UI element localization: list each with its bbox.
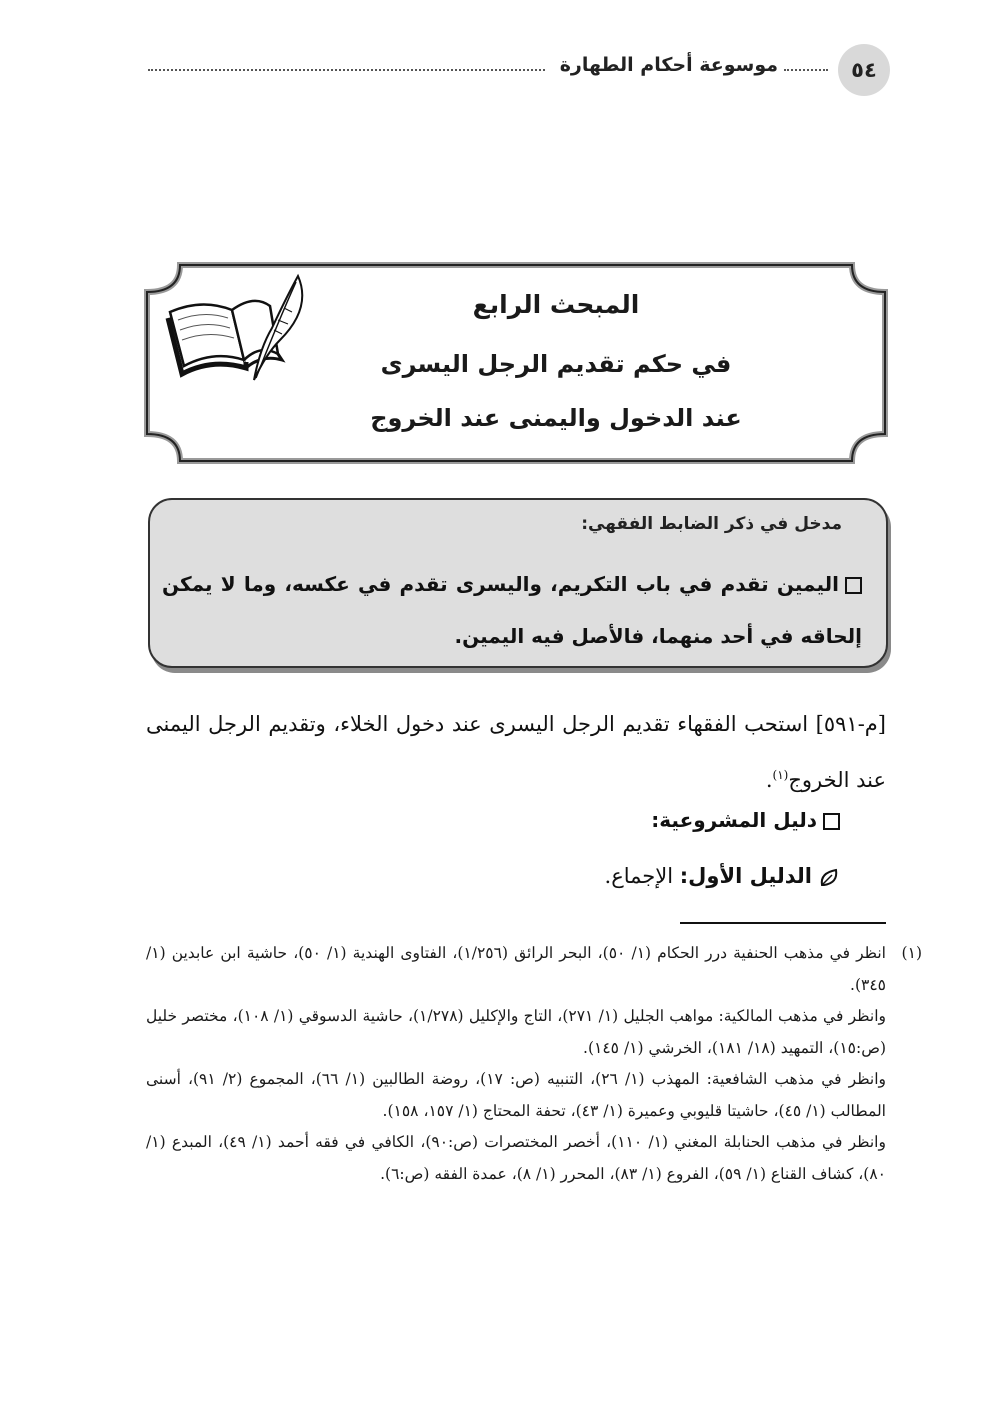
checkbox-square-icon bbox=[823, 813, 840, 830]
footnote-maliki: وانظر في مذهب المالكية: مواهب الجليل (١/ ٢٧١)، التاج والإكليل (١/٢٧٨)، حاشية الدسوقي (١/ ١٠٨)، مختصر خليل (ص:١٥)، التمهيد (١٨/ ١٨١)، الخرشي (١/ ١٤٥). bbox=[146, 1007, 886, 1057]
page-number: ٥٤ bbox=[838, 44, 890, 96]
page-header bbox=[140, 44, 890, 96]
footnote-hanafi: انظر في مذهب الحنفية درر الحكام (١/ ٥٠)، البحر الرائق (١/٢٥٦)، الفتاوى الهندية (١/ ٥٠)، حاشية ابن عابدين (١/ ٣٤٥). bbox=[146, 944, 886, 994]
chapter-title-box bbox=[144, 262, 888, 464]
paragraph-text: [م-٥٩١] استحب الفقهاء تقديم الرجل اليسرى عند دخول الخلاء، وتقديم الرجل اليمنى عند الخروج bbox=[146, 712, 886, 792]
header-dots-right bbox=[784, 69, 828, 71]
leaf-bullet-icon bbox=[818, 867, 840, 889]
footnotes bbox=[146, 938, 922, 1190]
book-title: موسوعة أحكام الطهارة bbox=[559, 54, 778, 76]
chapter-title-line-1: المبحث الرابع bbox=[472, 290, 640, 319]
rule-text-block bbox=[162, 558, 862, 662]
rule-heading: مدخل في ذكر الضابط الفقهي: bbox=[581, 514, 842, 534]
body-paragraph bbox=[146, 696, 886, 808]
first-evidence-text: الإجماع. bbox=[604, 864, 674, 888]
evidence-heading-block bbox=[651, 808, 840, 832]
chapter-title-line-3: عند الدخول واليمنى عند الخروج bbox=[370, 404, 742, 432]
first-evidence-label: الدليل الأول: bbox=[679, 864, 812, 888]
paragraph-end: . bbox=[765, 768, 773, 792]
footnote-shafii: وانظر في مذهب الشافعية: المهذب (١/ ٢٦)، التنبيه (ص: ١٧)، روضة الطالبين (١/ ٦٦)، المجموع (٢/ ٩١)، أسنى المطالب (١/ ٤٥)، حاشيتا قليوبي وعميرة (١/ ٤٣)، تحفة المحتاج (١/ ١٥٧، ١٥٨). bbox=[146, 1070, 887, 1120]
first-evidence bbox=[605, 864, 840, 889]
footnote-ref: (١) bbox=[772, 768, 789, 782]
rule-text: اليمين تقدم في باب التكريم، واليسرى تقدم في عكسه، وما لا يمكن إلحاقه في أحد منهما، فالأصل فيه اليمين. bbox=[162, 572, 862, 648]
header-dots-left bbox=[148, 69, 545, 71]
chapter-title-line-2: في حكم تقديم الرجل اليسرى bbox=[380, 350, 732, 378]
evidence-heading: دليل المشروعية: bbox=[651, 808, 817, 832]
footnote-separator bbox=[680, 922, 886, 924]
footnote-hanbali: وانظر في مذهب الحنابلة المغني (١/ ١١٠)، أخصر المختصرات (ص:٩٠)، الكافي في فقه أحمد (١/ ٤٩)، المبدع (١/ ٨٠)، كشاف القناع (١/ ٥٩)، الفروع (١/ ٨٣)، المحرر (١/ ٨)، عمدة الفقه (ص:٦). bbox=[146, 1133, 886, 1183]
fiqh-rule-box bbox=[148, 498, 888, 668]
footnote-number: (١) bbox=[901, 944, 922, 962]
checkbox-square-icon bbox=[845, 577, 862, 594]
